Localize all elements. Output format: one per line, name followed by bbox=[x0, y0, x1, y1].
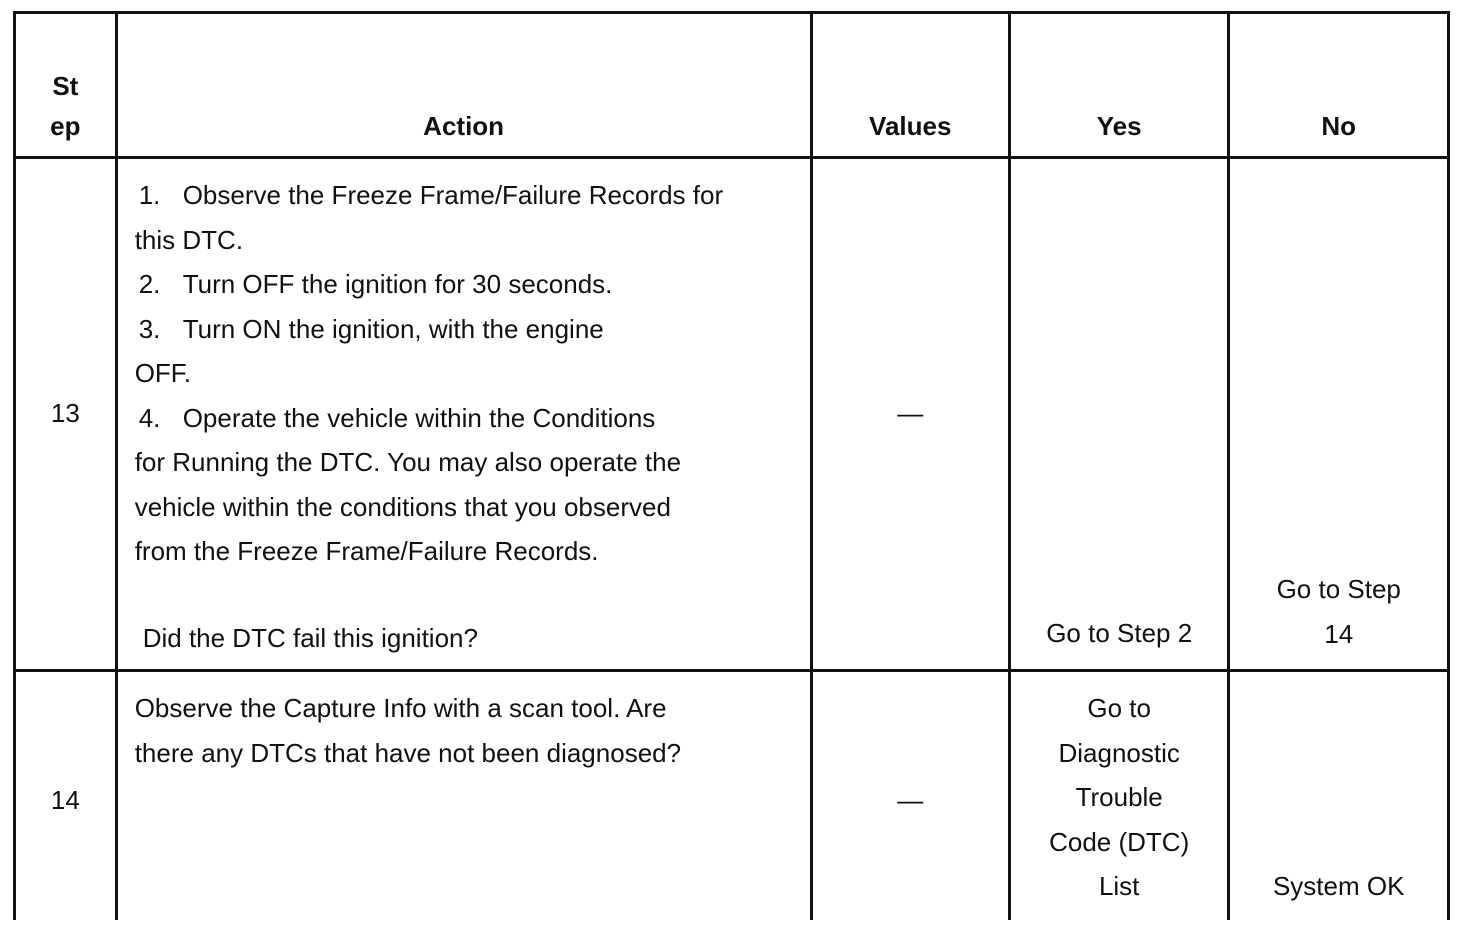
action-text bbox=[118, 672, 810, 775]
yes-link-line: Go to bbox=[1087, 693, 1151, 723]
table-row-step-13 bbox=[15, 158, 1449, 671]
header-step bbox=[15, 13, 117, 158]
yes-link[interactable]: Go to Step 2 bbox=[1046, 618, 1193, 648]
action-line bbox=[135, 262, 810, 307]
step-item-text: Observe the Freeze Frame/Failure Records for bbox=[182, 180, 724, 210]
table-row-step-14 bbox=[15, 671, 1449, 921]
step-item-text: Operate the vehicle within the Conditions bbox=[182, 402, 656, 433]
yes-link-line: Trouble bbox=[1075, 782, 1163, 812]
step-item-text: Turn ON the ignition, with the engine bbox=[182, 313, 604, 344]
values-dash: — bbox=[897, 398, 924, 428]
step-item-text: Turn OFF the ignition for 30 seconds. bbox=[182, 269, 613, 299]
header-yes: Yes bbox=[1009, 13, 1229, 158]
action-cell bbox=[116, 158, 811, 671]
header-values: Values bbox=[811, 13, 1009, 158]
step-item-number: 3. bbox=[138, 313, 161, 344]
header-step-line2: ep bbox=[50, 111, 81, 141]
no-cell bbox=[1229, 671, 1449, 921]
diagnostic-table bbox=[13, 11, 1450, 920]
no-cell bbox=[1229, 158, 1449, 671]
no-text: System OK bbox=[1272, 871, 1405, 901]
yes-cell bbox=[1009, 158, 1229, 671]
action-cell bbox=[116, 671, 811, 921]
action-line bbox=[135, 396, 810, 441]
step-number: 13 bbox=[50, 398, 80, 428]
header-no: No bbox=[1229, 13, 1449, 158]
step-item-number: 1. bbox=[138, 180, 161, 210]
action-list bbox=[118, 159, 810, 660]
action-line bbox=[135, 351, 810, 396]
step-item-text: for Running the DTC. You may also operate the bbox=[134, 447, 682, 477]
action-line bbox=[135, 440, 810, 485]
yes-link-line: List bbox=[1098, 871, 1140, 901]
values-cell bbox=[811, 671, 1009, 921]
yes-link-line: Diagnostic bbox=[1058, 737, 1180, 768]
step-item-number: 2. bbox=[138, 269, 161, 299]
header-step-line1: St bbox=[52, 71, 79, 101]
yes-link[interactable] bbox=[1011, 686, 1228, 909]
no-link[interactable] bbox=[1230, 567, 1447, 656]
action-line bbox=[135, 529, 810, 574]
no-link-line2: 14 bbox=[1324, 618, 1354, 649]
action-line bbox=[135, 307, 810, 352]
step-item-text: OFF. bbox=[134, 358, 192, 388]
action-line: Observe the Capture Info with a scan tool. Are bbox=[134, 693, 667, 723]
action-line bbox=[135, 173, 810, 218]
action-line bbox=[135, 218, 810, 263]
header-row bbox=[15, 13, 1449, 158]
action-line: there any DTCs that have not been diagnosed? bbox=[134, 737, 682, 768]
action-question: Did the DTC fail this ignition? bbox=[142, 622, 478, 653]
yes-cell bbox=[1009, 671, 1229, 921]
step-item-text: from the Freeze Frame/Failure Records. bbox=[134, 536, 599, 566]
header-action: Action bbox=[116, 13, 811, 158]
action-line bbox=[135, 485, 810, 530]
values-cell bbox=[811, 158, 1009, 671]
step-number: 14 bbox=[50, 785, 80, 815]
no-link-line1: Go to Step bbox=[1276, 574, 1401, 604]
step-item-text: this DTC. bbox=[134, 224, 244, 255]
step-item-text: vehicle within the conditions that you observed bbox=[134, 491, 671, 522]
step-cell bbox=[15, 671, 117, 921]
step-cell bbox=[15, 158, 117, 671]
step-item-number: 4. bbox=[138, 402, 161, 433]
yes-link-line: Code (DTC) bbox=[1049, 826, 1190, 857]
values-dash: — bbox=[897, 785, 924, 815]
